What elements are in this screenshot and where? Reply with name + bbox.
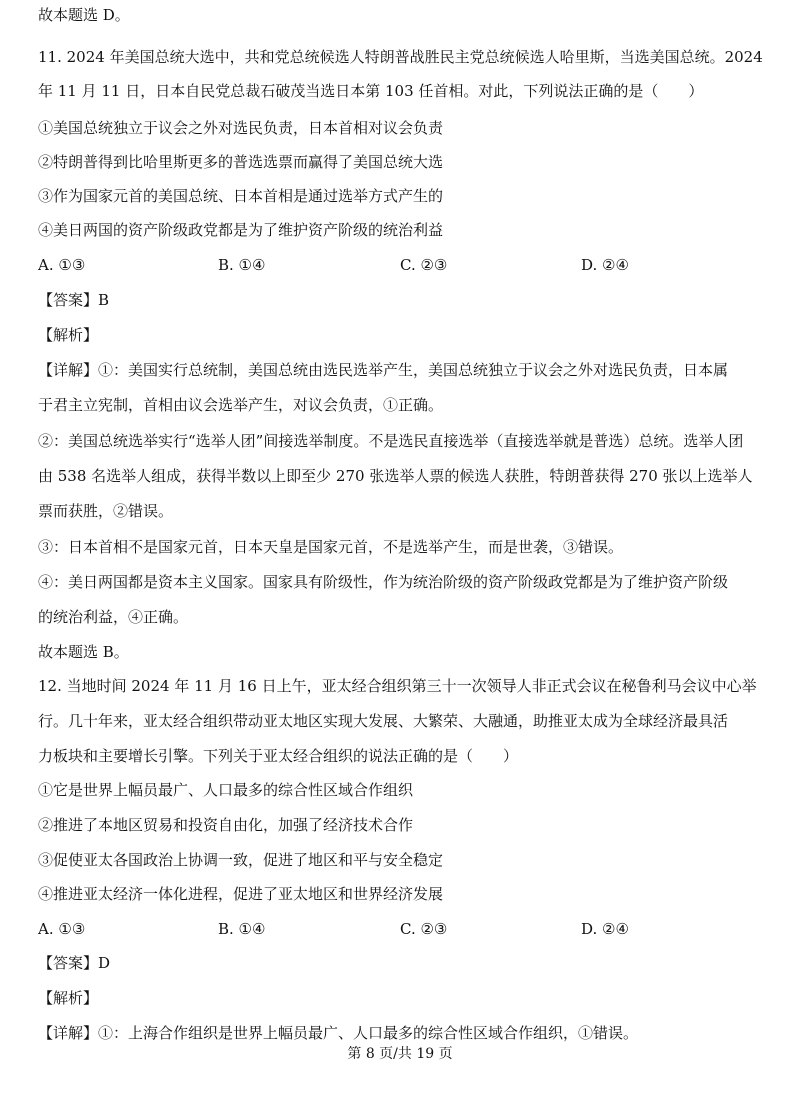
prev-conclusion: 故本题选 D。 <box>38 6 130 24</box>
q12-statement-3: ③促使亚太各国政治上协调一致，促进了地区和平与安全稳定 <box>38 851 444 869</box>
q12-option-b: B. ①④ <box>218 920 266 938</box>
q11-detail-4-line-2: 的统治利益，④正确。 <box>38 608 189 626</box>
q12-option-c: C. ②③ <box>400 920 448 938</box>
q11-conclusion: 故本题选 B。 <box>38 643 129 661</box>
q12-stem-line-1: 12. 当地时间 2024 年 11 月 16 日上午，亚太经合组织第三十一次领导人非正式会议在秘鲁利马会议中心举 <box>38 677 757 695</box>
q11-statement-3: ③作为国家元首的美国总统、日本首相是通过选举方式产生的 <box>38 187 444 205</box>
q11-option-a: A. ①③ <box>38 256 86 274</box>
q12-statement-4: ④推进亚太经济一体化进程，促进了亚太地区和世界经济发展 <box>38 885 444 903</box>
q12-options <box>38 918 758 940</box>
q11-analysis-label: 【解析】 <box>38 326 99 344</box>
q11-detail-3: ③：日本首相不是国家元首，日本天皇是国家元首，不是选举产生，而是世袭，③错误。 <box>38 538 624 556</box>
q12-stem-line-2: 行。几十年来，亚太经合组织带动亚太地区实现大发展、大繁荣、大融通，助推亚太成为全球经济最具活 <box>38 712 729 730</box>
q11-detail-1-line-2: 于君主立宪制，首相由议会选举产生，对议会负责，①正确。 <box>38 396 444 414</box>
q12-analysis-label: 【解析】 <box>38 989 99 1007</box>
q12-answer: 【答案】D <box>38 954 111 972</box>
q11-stem-line-2: 年 11 月 11 日，日本自民党总裁石破茂当选日本第 103 任首相。对此，下列说法正确的是（ ） <box>38 82 704 100</box>
q12-statement-2: ②推进了本地区贸易和投资自由化，加强了经济技术合作 <box>38 816 414 834</box>
q11-stem-line-1: 11. 2024 年美国总统大选中，共和党总统候选人特朗普战胜民主党总统候选人哈里斯，当选美国总统。2024 <box>38 48 763 66</box>
q11-option-d: D. ②④ <box>581 256 629 274</box>
q12-stem-line-3: 力板块和主要增长引擎。下列关于亚太经合组织的说法正确的是（ ） <box>38 747 519 765</box>
q11-answer: 【答案】B <box>38 291 110 309</box>
q12-detail-1: 【详解】①：上海合作组织是世界上幅员最广、人口最多的综合性区域合作组织，①错误。 <box>38 1024 639 1042</box>
q11-option-b: B. ①④ <box>218 256 266 274</box>
q11-options <box>38 254 758 276</box>
q12-option-a: A. ①③ <box>38 920 86 938</box>
q11-detail-4-line-1: ④：美日两国都是资本主义国家。国家具有阶级性，作为统治阶级的资产阶级政党都是为了维护资产阶级 <box>38 573 729 591</box>
q12-statement-1: ①它是世界上幅员最广、人口最多的综合性区域合作组织 <box>38 781 414 799</box>
q11-statement-4: ④美日两国的资产阶级政党都是为了维护资产阶级的统治利益 <box>38 221 444 239</box>
q11-option-c: C. ②③ <box>400 256 448 274</box>
q11-detail-2-line-2: 由 538 名选举人组成，获得半数以上即至少 270 张选举人票的候选人获胜，特朗普获得 270 张以上选举人 <box>38 467 753 485</box>
q12-option-d: D. ②④ <box>581 920 629 938</box>
q11-statement-2: ②特朗普得到比哈里斯更多的普选选票而赢得了美国总统大选 <box>38 153 444 171</box>
q11-detail-2-line-3: 票而获胜，②错误。 <box>38 502 174 520</box>
page-number: 第 8 页/共 19 页 <box>347 1046 453 1062</box>
q11-detail-2-line-1: ②：美国总统选举实行“选举人团”间接选举制度。不是选民直接选举（直接选举就是普选）总统。选举人团 <box>38 432 744 450</box>
q11-detail-1-line-1: 【详解】①：美国实行总统制，美国总统由选民选举产生，美国总统独立于议会之外对选民负责，日本属 <box>38 361 729 379</box>
q11-statement-1: ①美国总统独立于议会之外对选民负责，日本首相对议会负责 <box>38 119 444 137</box>
